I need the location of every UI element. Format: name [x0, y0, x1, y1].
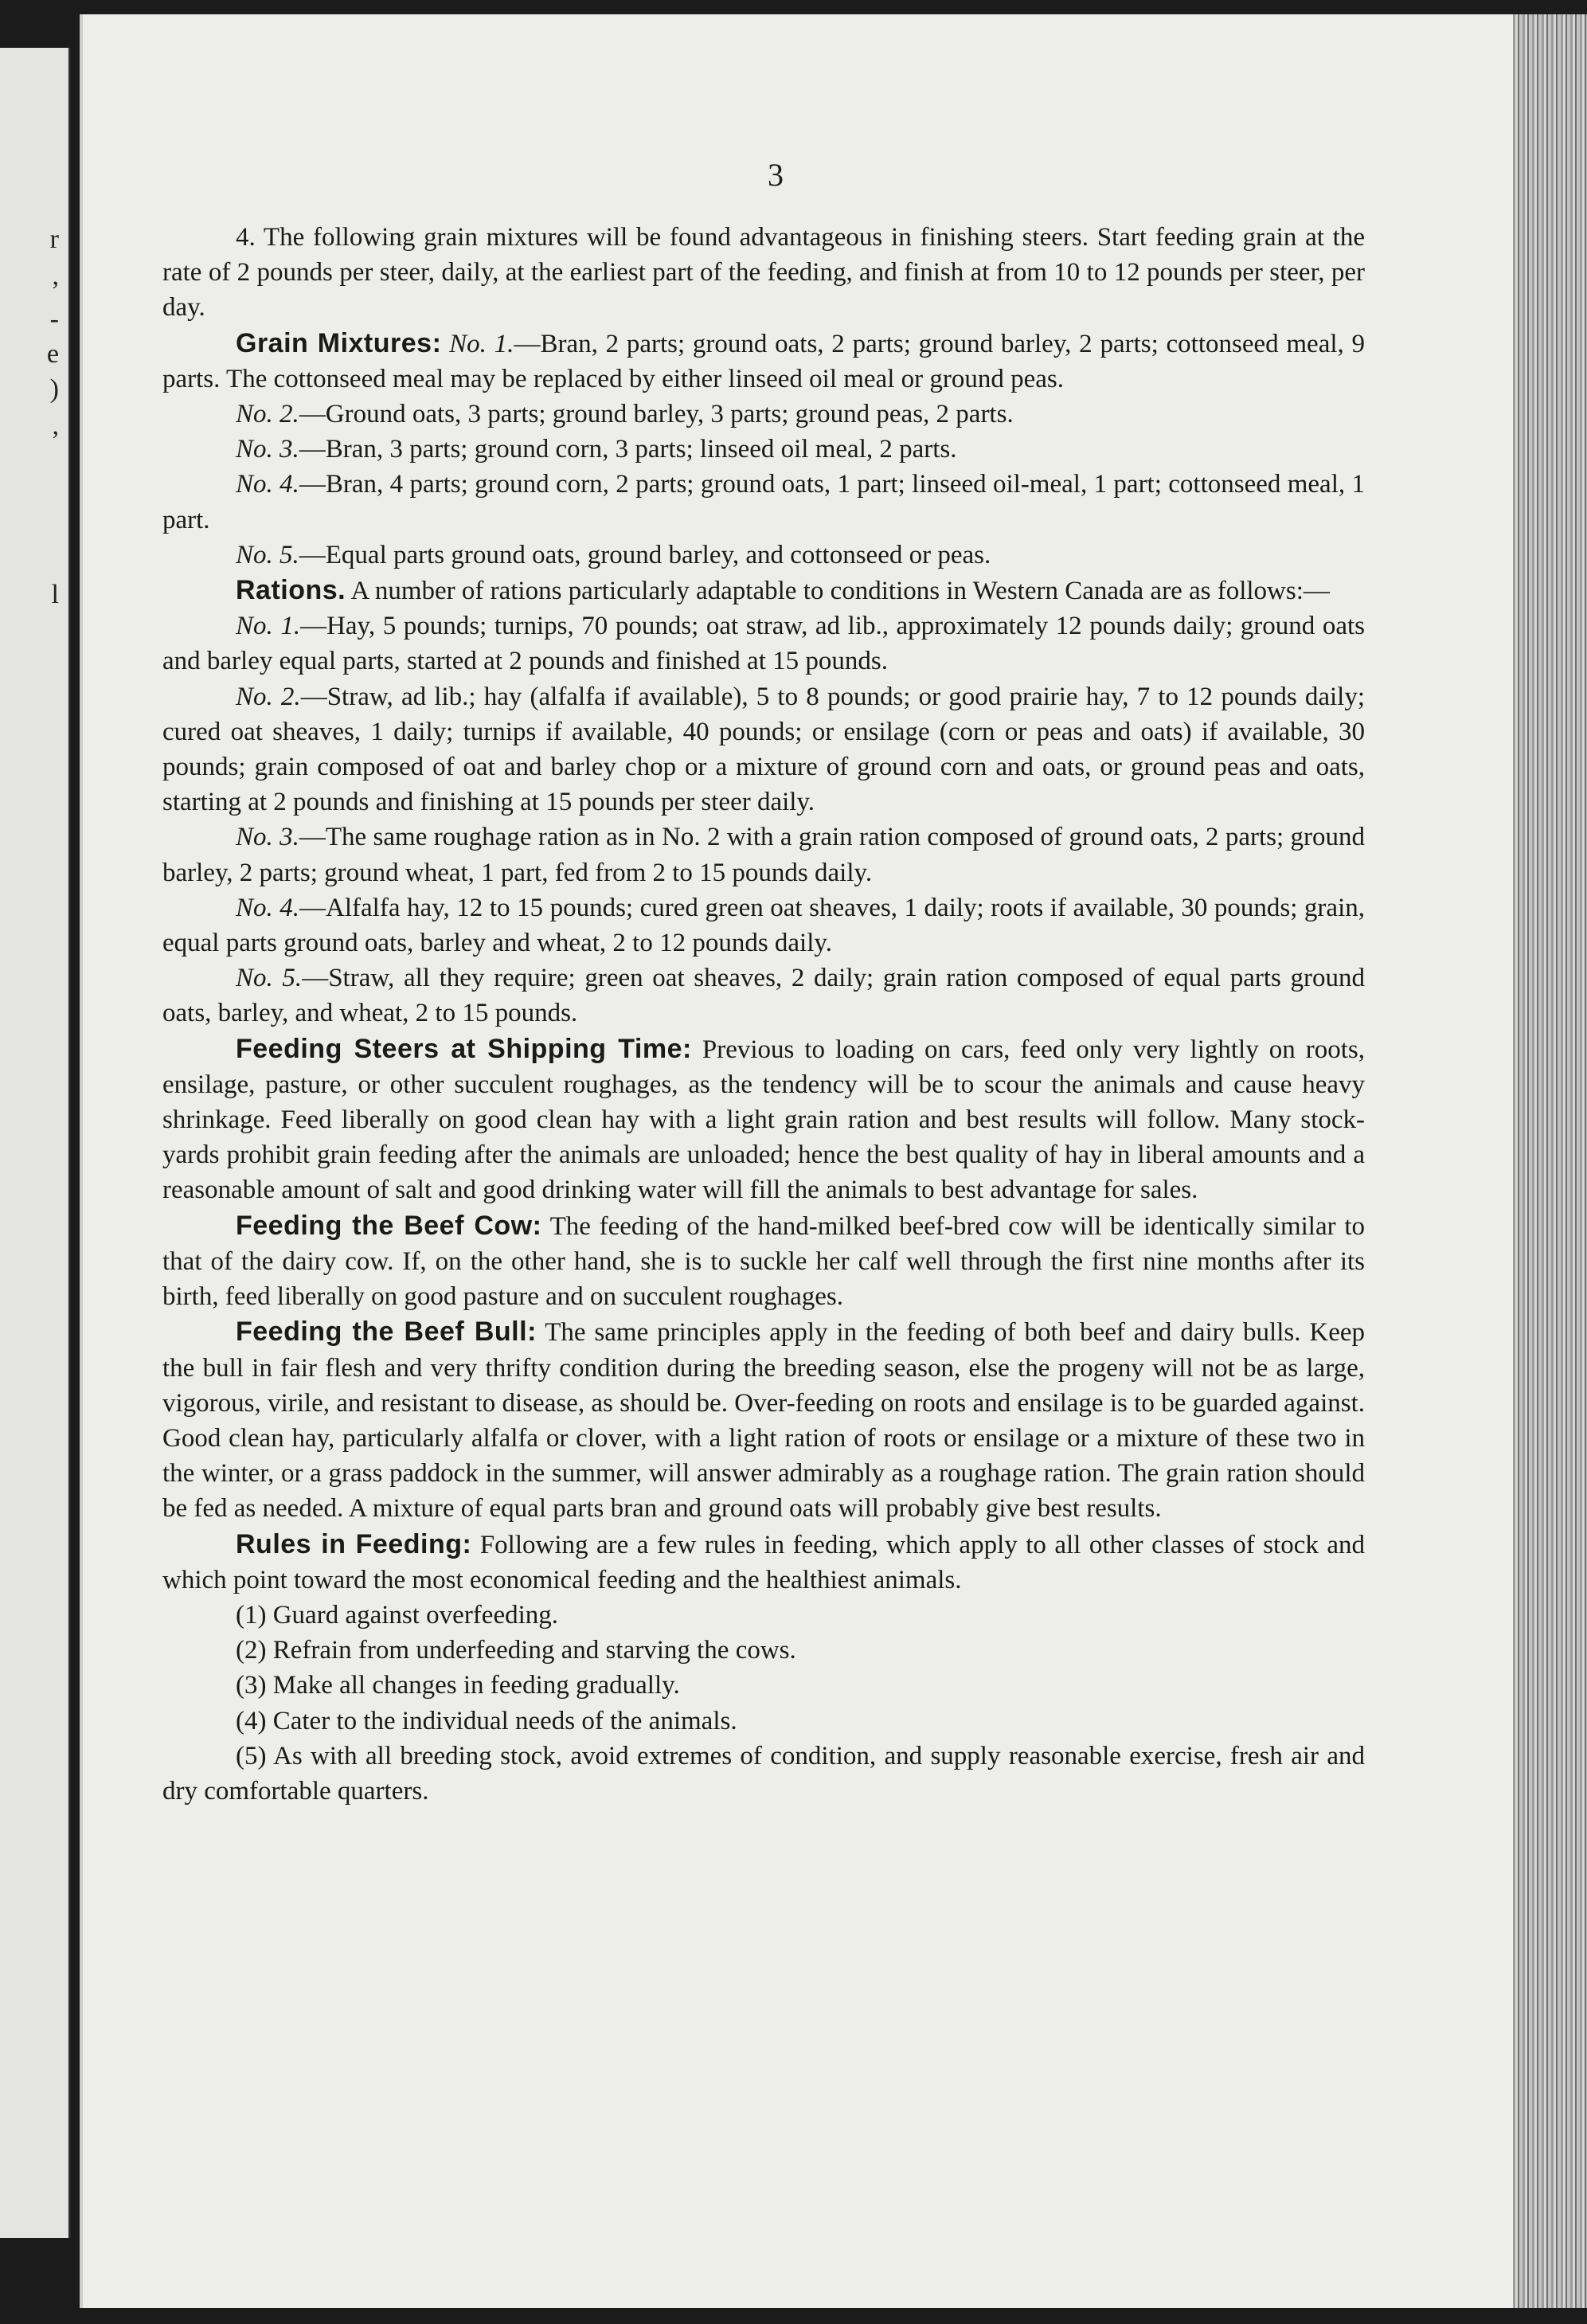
ration-item — [162, 961, 1365, 1031]
section-heading: Feeding the Beef Cow: — [236, 1210, 542, 1241]
adjacent-page-edge — [0, 48, 71, 2238]
item-label: No. 5. — [236, 540, 299, 569]
rule-item: (2) Refrain from underfeeding and starving the cows. — [236, 1636, 796, 1665]
item-label: No. 1. — [236, 612, 301, 641]
section-heading: Feeding Steers at Shipping Time: — [236, 1033, 692, 1064]
ration-item — [162, 679, 1365, 820]
rule-item: (5) As with all breeding stock, avoid extremes of condition, and supply reasonable exercise, fresh air and dry comfortable quarters. — [162, 1741, 1365, 1806]
adjacent-page-fragment: - — [49, 304, 59, 334]
grain-mixture-item — [162, 397, 1365, 432]
item-text: —Bran, 2 parts; ground oats, 2 parts; ground barley, 2 parts; cottonseed meal, 9 parts. The cottonseed meal may be replaced by either linseed oil meal or ground peas. — [162, 329, 1366, 393]
adjacent-page-fragment: r — [49, 225, 59, 254]
item-text: —Bran, 3 parts; ground corn, 3 parts; linseed oil meal, 2 parts. — [299, 435, 957, 464]
ration-item — [162, 890, 1365, 961]
paragraph-rations — [162, 573, 1365, 608]
item-label: No. 2. — [236, 682, 301, 711]
grain-mixture-item — [162, 467, 1365, 537]
paragraph-beef-bull — [162, 1314, 1365, 1526]
section-text: A number of rations particularly adaptable to conditions in Western Canada are as follows:— — [346, 577, 1330, 606]
item-text: —Equal parts ground oats, ground barley, and cottonseed or peas. — [299, 540, 991, 569]
grain-mixture-item — [162, 432, 1365, 467]
grain-mixture-item — [162, 538, 1365, 573]
paragraph-beef-cow — [162, 1208, 1365, 1315]
section-heading: Feeding the Beef Bull: — [236, 1317, 537, 1348]
rule-item: (4) Cater to the individual needs of the animals. — [236, 1706, 737, 1735]
adjacent-page-fragment: , — [52, 261, 59, 291]
ration-item — [162, 608, 1365, 679]
section-text: Previous to loading on cars, feed only very lightly on roots, ensilage, pasture, or other succulent roughages, as the tendency will be to scour the animals and cause heavy shrinkage. Feed liberally on good clean hay with a light grain ration and best results will follow. Many stock-yards prohibit grain feeding after the animals are unloaded; hence the best quality of hay in liberal amounts and a reasonable amount of salt and good drinking water will fill the animals to best advantage for sales. — [162, 1035, 1365, 1205]
section-text: The feeding of the hand-milked beef-bred cow will be identically similar to that of the dairy cow. If, on the other hand, she is to suckle her calf well through the first nine months after its birth, feed liberally on good pasture and on succulent roughages. — [162, 1211, 1366, 1312]
rule-item: (1) Guard against overfeeding. — [236, 1600, 559, 1630]
item-label: No. 4. — [236, 470, 299, 499]
item-text: —Hay, 5 pounds; turnips, 70 pounds; oat straw, ad lib., approximately 12 pounds daily; ground oats and barley equal parts, started at 2 pounds and finished at 15 pounds. — [162, 612, 1365, 676]
item-text: —Bran, 4 parts; ground corn, 2 parts; ground oats, 1 part; linseed oil-meal, 1 part; cottonseed meal, 1 part. — [162, 470, 1365, 534]
paragraph-grain-mixtures — [162, 326, 1365, 397]
section-text: Following are a few rules in feeding, which apply to all other classes of stock and which point toward the most economical feeding and the healthiest animals. — [162, 1530, 1365, 1594]
item-label: No. 1. — [449, 329, 514, 358]
page-body — [162, 220, 1365, 1809]
paragraph-shipping — [162, 1031, 1365, 1208]
adjacent-page-fragment: ) — [49, 374, 59, 404]
adjacent-page-fragment: , — [52, 411, 59, 440]
item-label: No. 2. — [236, 400, 299, 429]
adjacent-page-fragment: e — [46, 339, 59, 369]
section-text: The same principles apply in the feeding of both beef and dairy bulls. Keep the bull in fair flesh and very thrifty condition during the breeding season, else the progeny will not be as large, vigorous, virile, and resistant to disease, as should be. Over-feeding on roots and ensilage is to be guarded against. Good clean hay, particularly alfalfa or clover, with a light ration of roots or ensilage or a mixture of these two in the winter, or a grass paddock in the summer, will answer admirably as a roughage ration. The grain ration should be fed as needed. A mixture of equal parts bran and ground oats will probably give best results. — [162, 1318, 1366, 1524]
ration-item — [162, 820, 1365, 890]
section-heading: Rations. — [236, 575, 346, 606]
item-text: —Straw, all they require; green oat sheaves, 2 daily; grain ration composed of equal parts ground oats, barley, and wheat, 2 to 15 pounds. — [162, 964, 1365, 1028]
item-text: —Alfalfa hay, 12 to 15 pounds; cured green oat sheaves, 1 daily; roots if available, 30 pounds; grain, equal parts ground oats, barley and wheat, 2 to 12 pounds daily. — [162, 893, 1365, 958]
book-page-edges — [1513, 14, 1587, 2308]
section-heading: Rules in Feeding: — [236, 1528, 472, 1559]
item-text: —Straw, ad lib.; hay (alfalfa if available), 5 to 8 pounds; or good prairie hay, 7 to 12 pounds daily; cured oat sheaves, 1 daily; turnips if available, 40 pounds; or ensilage (corn or peas and oats) if available, 30 pounds; grain composed of oat and barley chop or a mixture of ground corn and oats, or ground peas and oats, starting at 2 pounds and finishing at 15 pounds per steer daily. — [162, 682, 1365, 817]
paragraph-rules — [162, 1527, 1365, 1598]
book-page — [80, 14, 1516, 2308]
item-text: —The same roughage ration as in No. 2 with a grain ration composed of ground oats, 2 parts; ground barley, 2 parts; ground wheat, 1 part, fed from 2 to 15 pounds daily. — [162, 823, 1365, 887]
adjacent-page-fragment: l — [51, 580, 59, 609]
item-label: No. 3. — [236, 823, 299, 852]
section-heading: Grain Mixtures: — [236, 327, 442, 358]
item-label: No. 5. — [236, 964, 303, 993]
item-label: No. 3. — [236, 435, 299, 464]
item-label: No. 4. — [236, 893, 300, 922]
rule-item: (3) Make all changes in feeding gradually. — [236, 1671, 680, 1700]
paragraph-grain-intro: 4. The following grain mixtures will be found advantageous in finishing steers. Start feeding grain at the rate of 2 pounds per steer, daily, at the earliest part of the feeding, and finish at from 10 to 12 pounds per steer, per day. — [162, 223, 1365, 323]
page-number: 3 — [768, 157, 784, 193]
item-text: —Ground oats, 3 parts; ground barley, 3 parts; ground peas, 2 parts. — [299, 400, 1014, 429]
